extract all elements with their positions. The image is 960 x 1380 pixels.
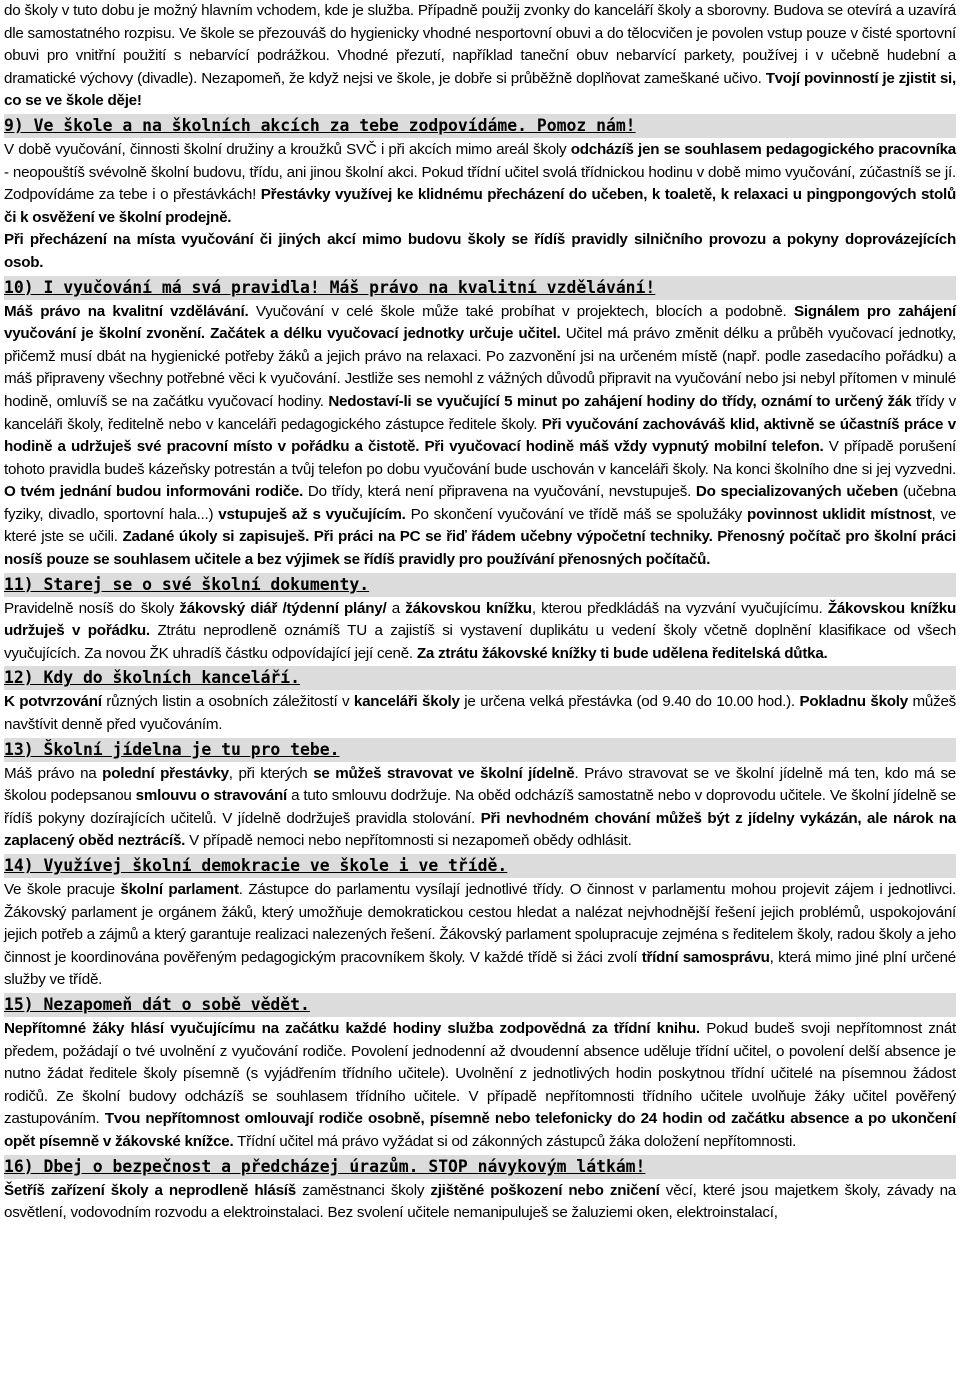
text: , která mimo jiné plní určené služby ve třídě.: [4, 948, 956, 989]
text: - neopouštíš svévolně školní budovu, třídu, ani jinou školní akci. Pokud třídní učitel svolá třídnickou hodinu v době mimo vyučování, zúčastníš se jí. Zodpovídáme za tebe i o přestávkách!: [4, 163, 956, 204]
bold-text: Tvojí povinností je zjistit si, co se ve škole děje!: [4, 69, 956, 110]
section-11-heading: 11) Starej se o své školní dokumenty.: [4, 573, 956, 597]
document-page: [4, 0, 956, 1225]
text: a: [386, 599, 406, 617]
text: Pravidelně nosíš do školy: [4, 599, 180, 617]
bold-text: žákovský diář /týdenní plány/: [179, 599, 387, 617]
bold-text: Do specializovaných učeben: [695, 483, 898, 501]
bold-text: Šetříš zařízení školy a neprodleně hlásíš: [4, 1181, 296, 1199]
bold-text: třídní samosprávu: [641, 948, 770, 966]
section-16-paragraph: [4, 1180, 956, 1225]
text: je určena velká přestávka (od 9.40 do 10.00 hod.).: [459, 693, 800, 711]
text: do školy v tuto dobu je možný hlavním vchodem, kde je služba. Případně použij zvonky do kanceláří školy a sborovny. Budova se otevírá a uzavírá dle samostatného rozpisu. Ve škole se přezouváš do hygienicky vhodné nesportovní obuvi a do tělocvičen je povolen vstup pouze v čisté sportovní obuvi pro vnitřní použití s nebarvící podrážkou. Vhodné přezutí, například taneční obuv nebarvící parkety, používej i v učebně hudební a dramatické výchovy (divadle). Nezapomeň, že když nejsi ve škole, je dobře si průběžně doplňovat zameškané učivo.: [4, 2, 956, 87]
text: můžeš navštívit denně před vyučováním.: [4, 693, 957, 734]
text: (učebna fyziky, divadlo, sportovní hala...): [4, 483, 956, 523]
text: Do třídy, která není připravena na vyučování, nevstupuješ.: [303, 483, 696, 501]
bold-text: Signálem pro zahájení vyučování je školní zvonění. Začátek a délku vyučovací jednotky určuje učitel.: [4, 302, 956, 343]
text: Ztrátu neprodleně oznámíš TU a zajistíš si vystavení duplikátu u vedení školy včetně doplnění klasifikace od všech vyučujících. Za novou ŽK uhradíš částku odpovídající její ceně.: [4, 622, 957, 662]
bold-text: K potvrzování: [4, 693, 102, 711]
text: V době vyučování, činnosti školní družiny a kroužků SVČ i při akcích mimo areál školy: [4, 140, 571, 158]
section-9-paragraph: [4, 139, 956, 229]
text: Po skončení vyučování ve třídě máš se spolužáky: [405, 505, 747, 523]
text: V případě nemoci nebo nepřítomnosti si nezapomeň obědy odhlásit.: [185, 832, 632, 850]
section-10-heading: 10) I vyučování má svá pravidla! Máš právo na kvalitní vzdělávání!: [4, 276, 956, 300]
text: Pokud budeš svoji nepřítomnost znát předem, požádají o tvé uvolnění z vyučování rodiče. Povolení jednodenní až dvoudenní absence uděluje třídní učitel, o povolení delší absence je nutno žádat ředitele školy písemně (s vyjádřením třídního učitele). Uvolnění z jednotlivých hodin poskytnou třídní učitelé na písemnou žádost rodičů. Ze školní budovy odcházíš se souhlasem třídního učitele. V případě nepřítomnosti třídního učitele uvolňuje žáky učitel pověřený zastupováním.: [4, 1019, 956, 1128]
section-11-paragraph: [4, 598, 956, 666]
text: . Právo stravovat se ve školní jídelně má ten, kdo má se školou podepsanou: [4, 764, 956, 805]
text: Vyučování v celé škole může také probíhat v projektech, blocích a podobně.: [248, 302, 794, 320]
bold-text: Pokladnu školy: [799, 693, 908, 711]
text: věcí, které jsou majetkem školy, závady na osvětlení, vodovodním rozvodu a elektroinstalaci. Bez svolení učitele nemanipuluješ se žaluziemi oken, elektroinstalací,: [4, 1181, 956, 1222]
bold-text: Nepřítomné žáky hlásí vyučujícímu na začátku každé hodiny služba zodpovědná za třídní knihu.: [4, 1019, 700, 1037]
bold-text: smlouvu o stravování: [135, 787, 288, 805]
text: , při kterých: [228, 764, 314, 782]
text: , kterou předkládáš na vyzvání vyučujícímu.: [531, 599, 828, 617]
section-9-heading: 9) Ve škole a na školních akcích za tebe zodpovídáme. Pomoz nám!: [4, 114, 956, 138]
bold-text: Máš právo na kvalitní vzdělávání.: [4, 302, 249, 320]
bold-text: žákovskou knížku: [405, 599, 532, 617]
bold-text: polední přestávky: [102, 764, 229, 782]
bold-text: Při nevhodném chování můžeš být z jídelny vykázán, ale nárok na zaplacený oběd neztrácíš.: [4, 809, 957, 850]
bold-text: Při vyučování zachováváš klid, aktivně se účastníš práce v hodině a udržuješ své pracovní místo v pořádku a čistotě. Při vyučovací hodině máš vždy vypnutý mobilní telefon.: [4, 415, 956, 456]
bold-text: zjištěné poškození nebo zničení: [430, 1181, 660, 1199]
text: . Zástupce do parlamentu vysílají jednotlivé třídy. O činnost v parlamentu mohou projevit zájem i jednotlivci. Žákovský parlament je orgánem žáků, který umožňuje demokratickou cestou hledat a nalézat nejvhodnější řešení jejich problémů, uspokojování jejich potřeb a zájmů a který garantuje realizaci nalezených řešení. Žákovský parlament spolupracuje zejména s ředitelem školy, radou školy a jeho činnost je koordinována pověřeným pedagogickým pracovníkem školy. V každé třídě si žáci zvolí: [4, 881, 956, 966]
text: Třídní učitel má právo vyžádat si od zákonných zástupců žáka doložení nepřítomnosti.: [233, 1132, 797, 1150]
text: různých listin a osobních záležitostí v: [101, 693, 354, 711]
bold-text: odcházíš jen se souhlasem pedagogického pracovníka: [570, 140, 956, 158]
bold-text: Zadané úkoly si zapisuješ. Při práci na PC se řiď řádem učebny výpočetní techniky. Přenosný počítač pro školní práci nosíš pouze se souhlasem učitele a bez výjimek se řídíš pravidly pro používání přenosných počítačů.: [4, 528, 957, 569]
section-9-paragraph-2: [4, 229, 956, 274]
text: V případě porušení tohoto pravidla budeš kázeňsky potrestán a tvůj telefon po dobu vyučování bude uschován v kanceláři školy. Na konci školního dne si jej vyzvedni.: [4, 438, 956, 478]
section-12-paragraph: [4, 691, 956, 736]
text: Ve škole pracuje: [4, 881, 121, 898]
text: a tuto smlouvu dodržuje. Na oběd odcházíš samostatně nebo v doprovodu učitele. Ve školní jídelně se řídíš pokyny dozírajících učitelů. V jídelně dodržuješ pravidla stolování.: [4, 787, 956, 827]
bold-text: Žákovskou knížku udržuješ v pořádku.: [4, 599, 957, 640]
bold-text: povinnost uklidit místnost: [746, 505, 932, 523]
text: Učitel má právo změnit délku a průběh vyučovací jednotky, přičemž musí dbát na hygienické potřeby žáků a jejich právo na relaxaci. Po zazvonění jsi na určeném místě (např. podle zasedacího pořádku) a máš připraveny všechny potřebné věci k vyučování. Jestliže ses nemohl z vážných důvodů připravit na vyučování nebo jsi nebyl přítomen v minulé hodině, omluvíš se na začátku vyučovací hodiny.: [4, 325, 956, 410]
bold-text: kanceláři školy: [353, 693, 460, 711]
section-14-paragraph: [4, 879, 956, 992]
section-12-heading: 12) Kdy do školních kanceláří.: [4, 666, 956, 690]
text: Máš právo na: [4, 764, 103, 782]
bold-text: Za ztrátu žákovské knížky ti bude udělena ředitelská důtka.: [416, 644, 828, 662]
text: třídy v kanceláři školy, ředitelně nebo v kanceláři pedagogického zástupce ředitele školy.: [4, 392, 956, 433]
bold-text: vstupuješ až s vyučujícím.: [218, 505, 406, 523]
section-10-paragraph: [4, 301, 956, 572]
section-15-paragraph: [4, 1018, 956, 1154]
section-14-heading: 14) Využívej školní demokracie ve škole i ve třídě.: [4, 854, 956, 878]
bold-text: Tvou nepřítomnost omlouvají rodiče osobně, písemně nebo telefonicky do 24 hodin od začátku absence a po ukončení opět písemně v žákovské knížce.: [4, 1110, 956, 1150]
bold-text: školní parlament: [120, 881, 239, 898]
bold-text: Přestávky využívej ke klidnému přecházení do učeben, k toaletě, k relaxaci u pingpongových stolů či k osvěžení ve školní prodejně.: [4, 186, 956, 226]
bold-text: Nedostaví-li se vyučující 5 minut po zahájení hodiny do třídy, oznámí to určený žák: [328, 392, 912, 410]
section-8-paragraph: [4, 0, 956, 113]
bold-text: Při přecházení na místa vyučování či jiných akcí mimo budovu školy se řídíš pravidly silničního provozu a pokyny doprovázejících osob.: [4, 231, 956, 271]
section-15-heading: 15) Nezapomeň dát o sobě vědět.: [4, 993, 956, 1017]
text: , ve které jste se učili.: [4, 505, 957, 546]
section-13-heading: 13) Školní jídelna je tu pro tebe.: [4, 738, 956, 762]
bold-text: O tvém jednání budou informováni rodiče.: [4, 483, 304, 501]
section-16-heading: 16) Dbej o bezpečnost a předcházej úrazům. STOP návykovým látkám!: [4, 1155, 956, 1179]
text: zaměstnanci školy: [295, 1181, 431, 1199]
section-13-paragraph: [4, 763, 956, 853]
bold-text: se můžeš stravovat ve školní jídelně: [313, 764, 575, 782]
